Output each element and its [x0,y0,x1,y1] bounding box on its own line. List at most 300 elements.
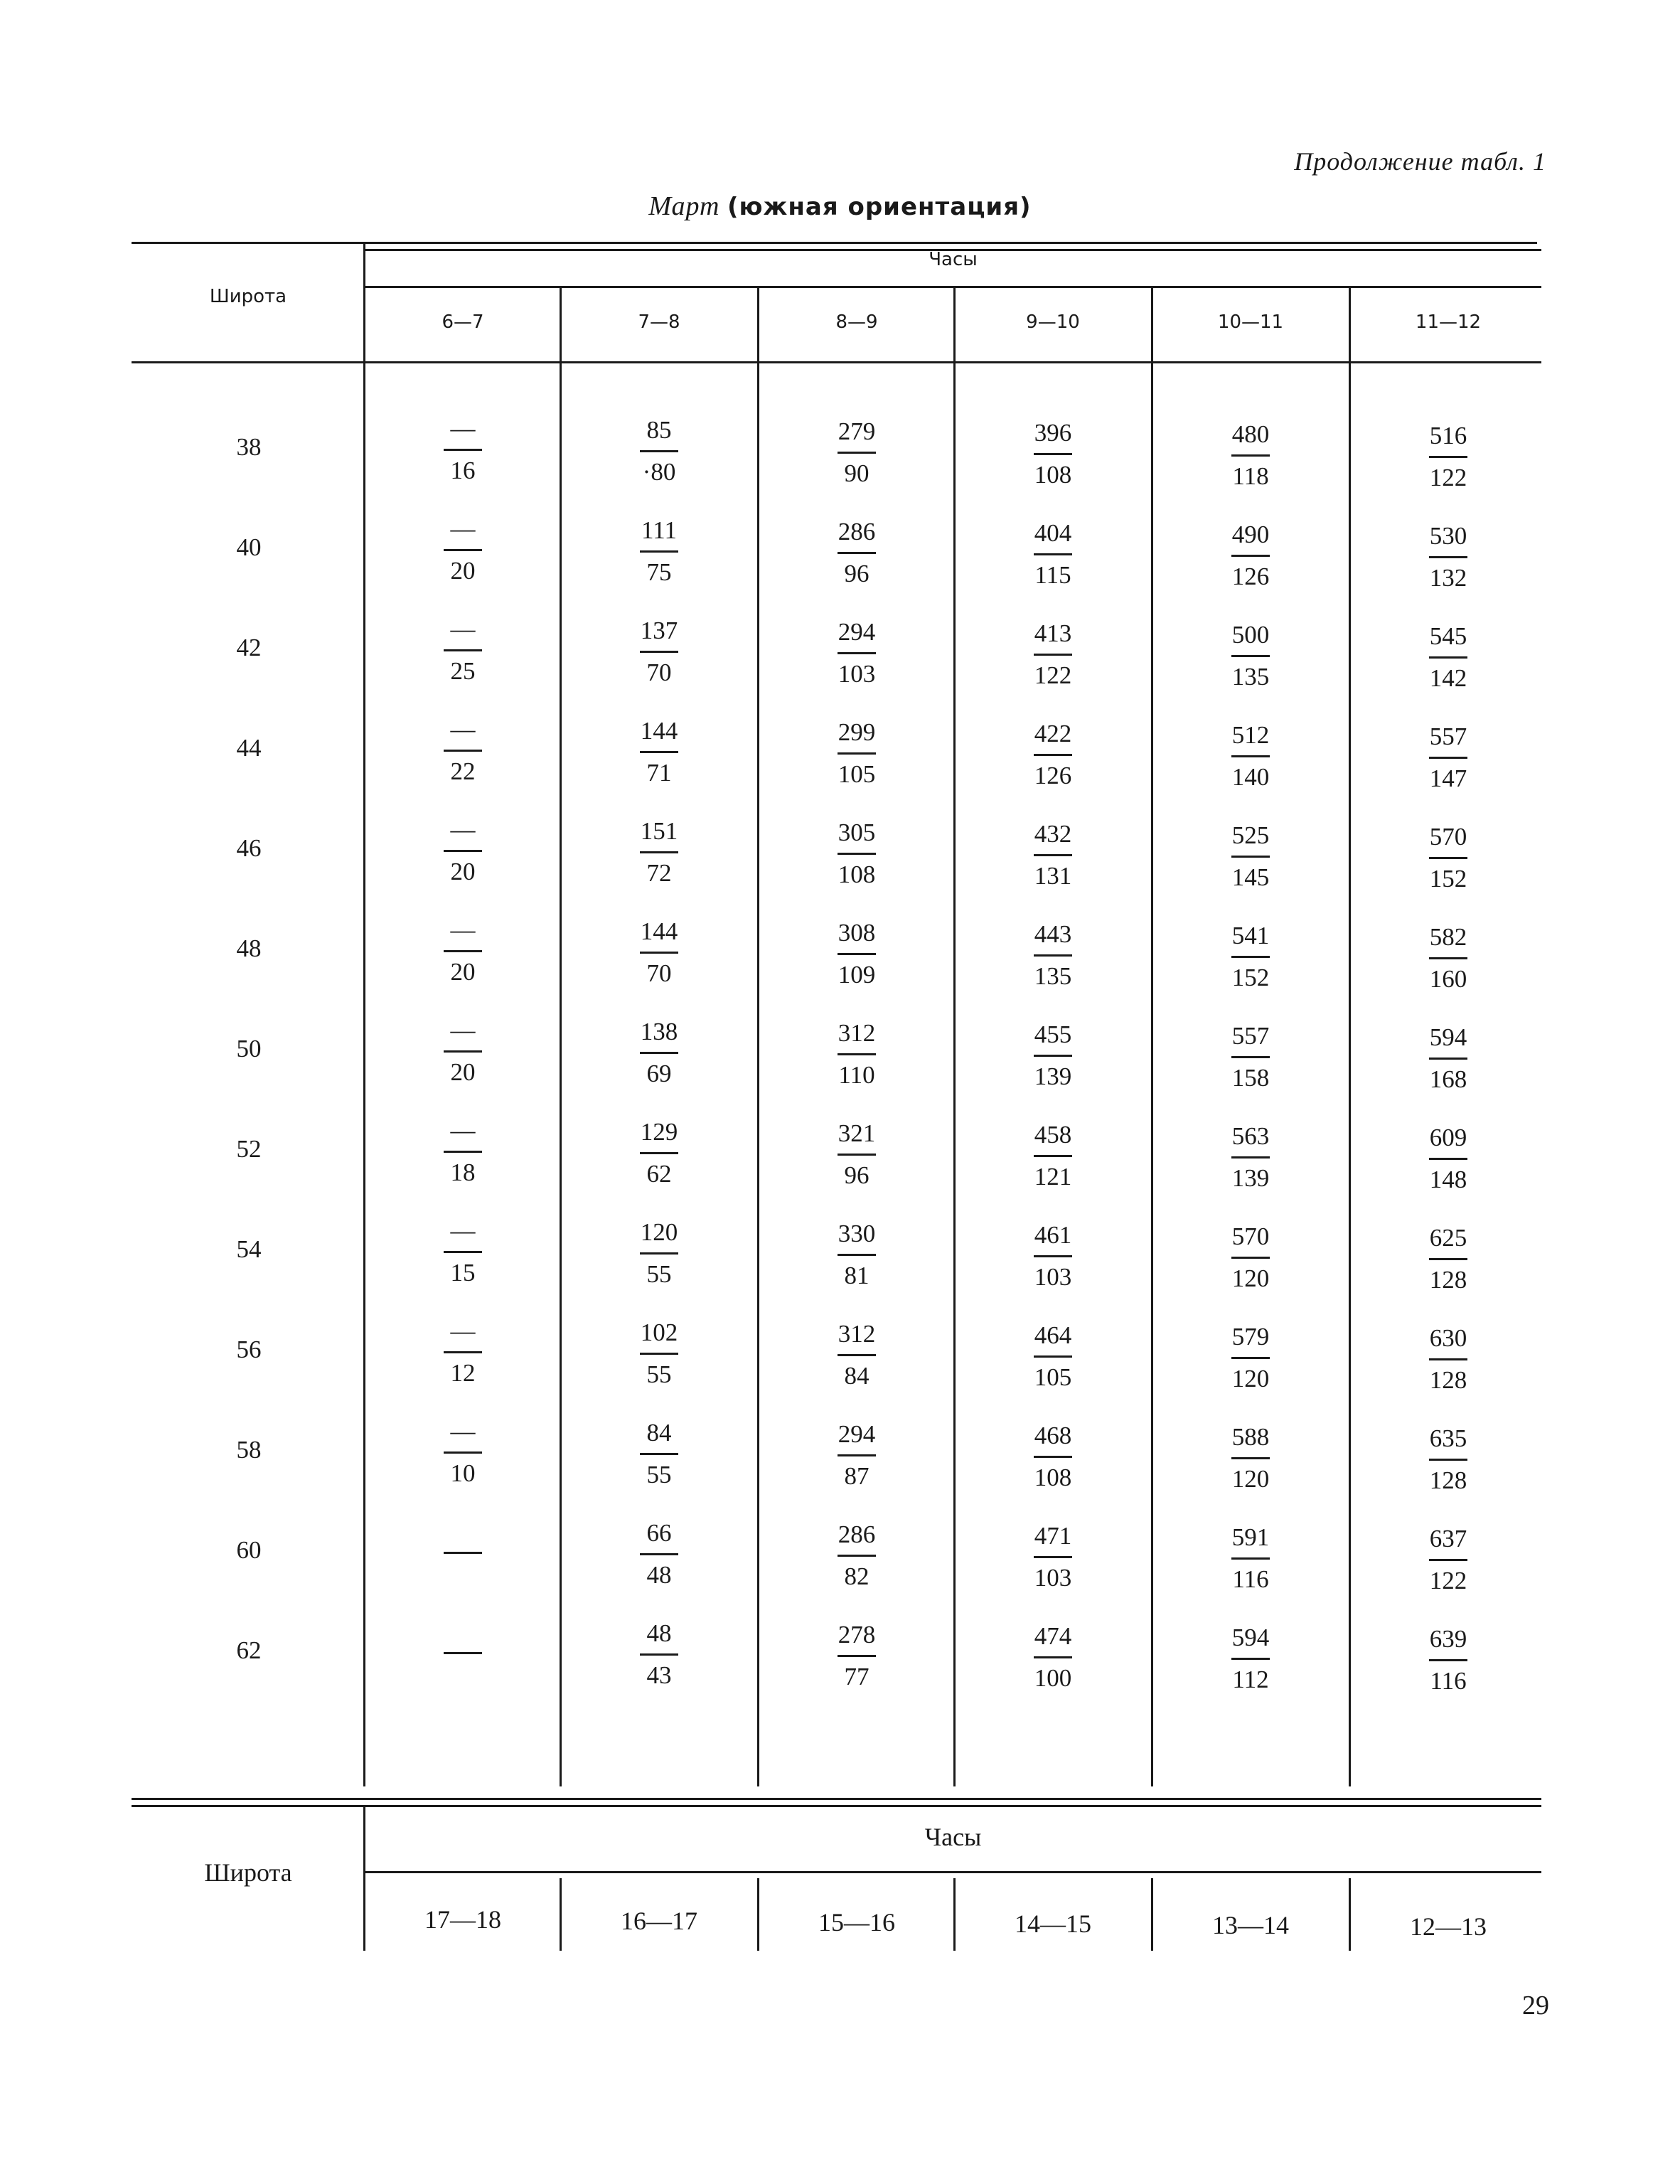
fraction-numerator: 594 [1429,1023,1467,1051]
bottom-column-header: 16—17 [621,1907,697,1935]
fraction-cell [1406,1326,1491,1396]
fraction-cell [1010,821,1096,892]
fraction-cell [616,1119,702,1190]
fraction-cell [1406,624,1491,694]
fraction-cell [420,1519,505,1589]
fraction-denominator: 108 [838,861,876,888]
bottom-column-header: 12—13 [1410,1912,1487,1941]
fraction-numerator: 594 [1231,1624,1270,1651]
fraction-denominator: 82 [844,1562,870,1590]
page-number: 29 [1522,1991,1549,2020]
fraction-numerator: — [450,1016,476,1044]
fraction-numerator: 458 [1034,1121,1072,1149]
fraction-bar [838,552,876,554]
fraction-bar [444,1552,482,1554]
fraction-bar [1034,1656,1072,1658]
fraction-cell [420,1619,505,1690]
fraction-denominator: 96 [844,1161,870,1189]
fraction-bar [444,1652,482,1654]
bottom-column-header: 14—15 [1015,1909,1091,1938]
fraction-cell [1406,423,1491,494]
bottom-header-latitude: Широта [204,1858,292,1887]
fraction-numerator: 591 [1231,1523,1270,1551]
fraction-denominator: 158 [1231,1064,1270,1092]
fraction-numerator: 308 [838,919,876,947]
fraction-cell [420,516,505,587]
fraction-cell [1406,925,1491,995]
fraction-denominator: 110 [838,1061,875,1089]
fraction-denominator: 75 [646,558,672,586]
fraction-cell [1010,1423,1096,1493]
fraction-bar [1231,555,1270,557]
fraction-bar [1429,857,1467,859]
fraction-denominator: 69 [646,1060,672,1087]
fraction-denominator: 168 [1429,1065,1467,1093]
bottom-column-rule [560,1878,562,1951]
fraction-cell [616,1420,702,1491]
fraction-bar [1034,1255,1072,1257]
fraction-bar [640,851,678,853]
column-rule [1349,286,1351,1786]
fraction-denominator: 152 [1231,964,1270,991]
fraction-numerator: 490 [1231,521,1270,548]
column-rule [1151,286,1153,1786]
fraction-denominator: 147 [1429,765,1467,792]
latitude-value: 58 [236,1436,262,1464]
fraction-denominator: 48 [646,1561,672,1589]
fraction-denominator: 70 [646,659,672,686]
fraction-numerator: 557 [1231,1022,1270,1050]
fraction-denominator: 81 [844,1262,870,1289]
fraction-numerator: 471 [1034,1522,1072,1550]
fraction-cell [814,920,899,991]
fraction-numerator: 579 [1231,1323,1270,1351]
fraction-cell [814,720,899,790]
column-header: 9—10 [1026,311,1080,333]
fraction-bar [838,1655,876,1657]
fraction-bar [640,1653,678,1656]
column-header: 10—11 [1217,311,1284,333]
fraction-denominator: 142 [1429,664,1467,692]
fraction-cell [420,416,505,486]
fraction-denominator: 96 [844,560,870,587]
fraction-numerator: 330 [838,1220,876,1247]
fraction-denominator: 128 [1429,1366,1467,1394]
fraction-numerator: 455 [1034,1021,1072,1048]
fraction-bar [444,649,482,651]
fraction-bar [640,450,678,452]
fraction-numerator: 312 [838,1019,876,1047]
fraction-denominator: 145 [1231,863,1270,891]
fraction-bar [1429,757,1467,759]
fraction-denominator: 135 [1034,962,1072,990]
bottom-column-header: 17—18 [424,1905,501,1934]
fraction-numerator: 570 [1231,1222,1270,1250]
fraction-denominator: 103 [1034,1564,1072,1592]
fraction-numerator: 286 [838,518,876,545]
fraction-denominator: 15 [450,1259,476,1287]
fraction-cell [814,820,899,890]
fraction-denominator: 105 [838,760,876,788]
fraction-cell [1208,622,1293,693]
fraction-numerator: 570 [1429,823,1467,851]
latitude-value: 44 [236,734,262,762]
fraction-numerator: 464 [1034,1321,1072,1349]
fraction-cell [1208,1324,1293,1395]
fraction-denominator: 116 [1430,1667,1467,1695]
fraction-numerator: — [450,1417,476,1445]
fraction-denominator: 43 [646,1661,672,1689]
latitude-value: 48 [236,934,262,962]
fraction-numerator: 625 [1429,1224,1467,1252]
fraction-cell [420,1319,505,1389]
fraction-denominator: 160 [1429,965,1467,993]
fraction-numerator: 557 [1429,723,1467,750]
fraction-bar [1231,1457,1270,1459]
latitude-value: 60 [236,1536,262,1564]
bottom-column-rule [953,1878,956,1951]
fraction-bar [444,1451,482,1454]
fraction-bar [1429,957,1467,959]
column-header: 7—8 [638,311,680,333]
fraction-cell [814,1422,899,1492]
fraction-numerator: 102 [640,1319,678,1346]
fraction-cell [420,817,505,888]
column-rule [757,286,759,1786]
fraction-bar [1034,1556,1072,1558]
fraction-cell [1010,420,1096,491]
fraction-bar [838,752,876,755]
fraction-denominator: 139 [1034,1062,1072,1090]
fraction-cell [616,1320,702,1390]
fraction-denominator: 116 [1232,1565,1269,1593]
caption-orientation: (южная ориентация) [727,193,1032,221]
column-rule [560,286,562,1786]
fraction-numerator [420,1619,505,1648]
fraction-denominator: 22 [450,757,476,785]
column-header: 8—9 [835,311,878,333]
fraction-denominator: 20 [450,557,476,585]
fraction-bar [1034,654,1072,656]
fraction-denominator: 70 [646,959,672,987]
fraction-numerator: 85 [646,416,672,444]
fraction-bar [1034,854,1072,856]
fraction-cell [1208,422,1293,492]
fraction-bar [444,549,482,551]
bottom-column-rule [757,1878,759,1951]
fraction-cell [814,1622,899,1693]
fraction-denominator: 131 [1034,862,1072,890]
fraction-cell [1010,1022,1096,1092]
fraction-bar [444,850,482,852]
header-hours: Часы [929,249,978,270]
fraction-denominator: 10 [450,1459,476,1487]
fraction-bar [1429,1459,1467,1461]
fraction-bar [838,953,876,955]
fraction-denominator: 77 [844,1663,870,1690]
fraction-numerator: 144 [640,717,678,745]
fraction-numerator: 609 [1429,1124,1467,1151]
column-rule [363,242,365,1786]
fraction-denominator: 132 [1429,564,1467,592]
fraction-bar [838,1154,876,1156]
fraction-numerator: 396 [1034,419,1072,447]
fraction-cell [1406,1025,1491,1095]
fraction-denominator: 108 [1034,461,1072,489]
column-header: 11—12 [1415,311,1482,333]
fraction-denominator: 18 [450,1158,476,1186]
fraction-cell [1406,824,1491,895]
bottom-mid-rule [365,1871,1541,1873]
fraction-bar [640,952,678,954]
fraction-cell [814,1321,899,1392]
fraction-bar [838,1454,876,1456]
fraction-cell [420,1218,505,1289]
bottom-column-rule [363,1805,365,1951]
fraction-numerator: 129 [640,1118,678,1146]
latitude-value: 46 [236,834,262,862]
fraction-numerator: 443 [1034,920,1072,948]
fraction-bar [640,550,678,553]
fraction-bar [1034,754,1072,756]
fraction-denominator: 12 [450,1359,476,1387]
fraction-cell [616,618,702,688]
fraction-cell [616,718,702,789]
fraction-cell [420,1018,505,1088]
fraction-cell [1406,523,1491,594]
header-bottom-rule [132,361,1541,363]
fraction-bar [1429,456,1467,458]
fraction-bar [1429,1258,1467,1260]
bottom-top-rule [132,1798,1541,1800]
fraction-denominator: 126 [1034,762,1072,789]
fraction-numerator: 432 [1034,820,1072,848]
fraction-numerator: — [450,1217,476,1245]
fraction-denominator: 128 [1429,1466,1467,1494]
column-rule [953,286,956,1786]
latitude-value: 52 [236,1135,262,1163]
fraction-bar [640,1453,678,1455]
fraction-cell [1010,1222,1096,1293]
fraction-bar [1429,656,1467,659]
fraction-bar [1231,454,1270,457]
fraction-denominator: 120 [1231,1264,1270,1292]
fraction-cell [1406,1426,1491,1496]
bottom-column-header: 13—14 [1212,1911,1289,1939]
fraction-bar [1034,1055,1072,1057]
fraction-numerator: 305 [838,819,876,846]
latitude-value: 54 [236,1235,262,1263]
fraction-cell [1010,521,1096,591]
fraction-denominator: 20 [450,958,476,986]
fraction-numerator: 639 [1429,1625,1467,1653]
fraction-denominator: 122 [1034,661,1072,689]
fraction-numerator: 294 [838,1420,876,1448]
fraction-numerator: 404 [1034,519,1072,547]
fraction-denominator: 103 [838,660,876,688]
fraction-numerator: 630 [1429,1324,1467,1352]
fraction-cell [1208,1424,1293,1495]
fraction-cell [1010,922,1096,992]
fraction-numerator [420,1519,505,1548]
fraction-denominator: 121 [1034,1163,1072,1190]
fraction-cell [1208,522,1293,592]
latitude-value: 50 [236,1035,262,1062]
fraction-denominator: 120 [1231,1365,1270,1392]
fraction-cell [1208,1525,1293,1595]
fraction-cell [616,819,702,889]
fraction-denominator: 108 [1034,1464,1072,1491]
fraction-denominator: 109 [838,961,876,989]
fraction-numerator: — [450,415,476,442]
fraction-bar [1429,1158,1467,1160]
fraction-cell [1406,724,1491,794]
fraction-bar [640,651,678,653]
fraction-bar [640,1353,678,1355]
fraction-denominator: 72 [646,859,672,887]
fraction-cell [814,1221,899,1291]
fraction-cell [420,717,505,787]
fraction-numerator: 474 [1034,1622,1072,1650]
fraction-bar [640,1553,678,1555]
fraction-cell [1208,1023,1293,1094]
fraction-denominator [420,1661,505,1690]
fraction-denominator: 126 [1231,563,1270,590]
fraction-cell [1208,1124,1293,1194]
fraction-numerator: 461 [1034,1221,1072,1249]
fraction-numerator: 48 [646,1619,672,1647]
fraction-bar [1231,655,1270,657]
fraction-numerator: 635 [1429,1424,1467,1452]
fraction-denominator: 139 [1231,1164,1270,1192]
fraction-bar [1231,856,1270,858]
fraction-bar [838,1053,876,1055]
fraction-denominator: 152 [1429,865,1467,893]
fraction-cell [420,917,505,988]
fraction-numerator: 541 [1231,922,1270,949]
fraction-numerator: — [450,615,476,643]
latitude-value: 38 [236,433,262,461]
fraction-bar [444,1251,482,1253]
fraction-numerator: — [450,916,476,944]
fraction-denominator: 62 [646,1160,672,1188]
table-top-rule [132,242,1537,244]
fraction-cell [1406,1125,1491,1195]
fraction-numerator: 279 [838,417,876,445]
fraction-numerator: 278 [838,1621,876,1648]
fraction-bar [1231,1056,1270,1058]
fraction-bar [1231,1156,1270,1158]
fraction-denominator: 55 [646,1260,672,1288]
bottom-top-rule-2 [132,1805,1541,1807]
fraction-bar [1231,1658,1270,1660]
fraction-bar [640,1152,678,1154]
fraction-cell [1208,823,1293,893]
fraction-numerator: 138 [640,1018,678,1045]
fraction-cell [1208,923,1293,994]
fraction-bar [1429,1559,1467,1561]
fraction-cell [1010,621,1096,691]
fraction-denominator: 55 [646,1360,672,1388]
bottom-column-rule [1151,1878,1153,1951]
fraction-cell [420,1419,505,1489]
fraction-cell [420,1118,505,1188]
latitude-value: 62 [236,1636,262,1664]
fraction-denominator: 120 [1231,1465,1270,1493]
fraction-denominator: 140 [1231,763,1270,791]
fraction-bar [1429,1358,1467,1360]
fraction-denominator: 115 [1034,561,1071,589]
fraction-numerator: 413 [1034,619,1072,647]
fraction-numerator: 588 [1231,1423,1270,1451]
fraction-denominator: 103 [1034,1263,1072,1291]
fraction-denominator: ·80 [642,458,676,486]
fraction-bar [640,1052,678,1054]
fraction-bar [640,751,678,753]
column-header: 6—7 [442,311,484,333]
fraction-cell [814,619,899,690]
fraction-denominator: 25 [450,657,476,685]
fraction-bar [838,652,876,654]
fraction-denominator: 87 [844,1462,870,1490]
bottom-header-hours: Часы [924,1823,982,1851]
fraction-denominator: 16 [450,457,476,484]
fraction-denominator: 55 [646,1461,672,1488]
fraction-numerator: 563 [1231,1122,1270,1150]
fraction-bar [1034,1355,1072,1358]
fraction-numerator: — [450,1117,476,1144]
fraction-numerator: 120 [640,1218,678,1246]
fraction-numerator: 468 [1034,1422,1072,1449]
fraction-denominator: 100 [1034,1664,1072,1692]
fraction-bar [444,750,482,752]
fraction-numerator: 312 [838,1320,876,1348]
latitude-value: 56 [236,1336,262,1363]
fraction-denominator: 128 [1429,1266,1467,1294]
fraction-cell [616,417,702,488]
fraction-numerator: 137 [640,617,678,644]
fraction-bar [1231,1557,1270,1560]
continuation-label: Продолжение табл. 1 [1294,147,1546,176]
fraction-bar [838,1555,876,1557]
bottom-column-rule [1349,1878,1351,1951]
fraction-cell [1406,1526,1491,1597]
fraction-cell [814,1522,899,1592]
fraction-cell [1406,1626,1491,1697]
fraction-cell [1406,1225,1491,1296]
fraction-cell [814,419,899,489]
fraction-cell [1208,723,1293,793]
fraction-bar [444,1050,482,1053]
fraction-bar [1034,1456,1072,1458]
fraction-denominator: 122 [1429,464,1467,491]
fraction-cell [814,519,899,590]
fraction-numerator: 151 [640,817,678,845]
fraction-numerator: — [450,1317,476,1345]
fraction-denominator [420,1561,505,1589]
fraction-numerator: 637 [1429,1525,1467,1552]
fraction-bar [838,1254,876,1256]
fraction-cell [814,1021,899,1091]
fraction-bar [1034,453,1072,455]
fraction-bar [838,853,876,855]
fraction-bar [444,950,482,952]
fraction-cell [616,518,702,588]
fraction-bar [1034,1155,1072,1157]
fraction-numerator: 500 [1231,621,1270,649]
fraction-denominator: 148 [1429,1166,1467,1193]
fraction-numerator: 299 [838,718,876,746]
